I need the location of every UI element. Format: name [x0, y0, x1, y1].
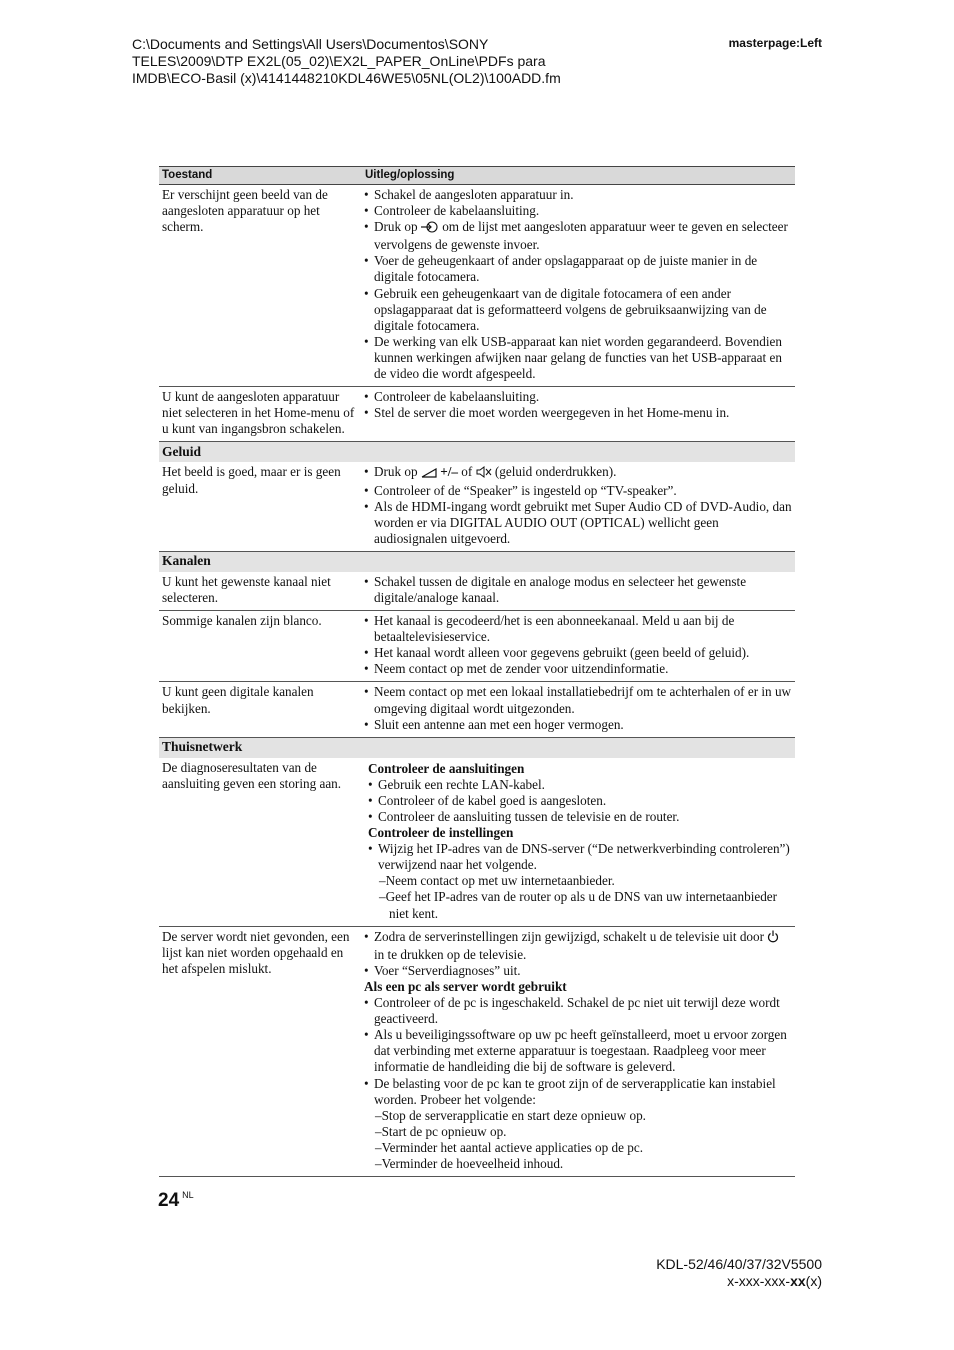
solution-cell — [361, 926, 795, 1176]
list-item: • Gebruik een geheugenkaart van de digitale fotocamera of een ander opslagapparaat dat is geformatteerd volgens de gebruiksaanwijzing van de digitale fotocamera. — [364, 286, 792, 334]
volume-icon — [421, 466, 437, 482]
list-item: • Controleer of de pc is ingeschakeld. Schakel de pc niet uit terwijl deze wordt geactiveerd. — [364, 995, 792, 1027]
table-row — [159, 682, 795, 737]
solution-cell — [361, 462, 795, 551]
solution-cell — [361, 185, 795, 387]
condition-cell: U kunt het gewenste kanaal niet selecteren. — [162, 573, 331, 605]
section-row-geluid — [159, 442, 795, 463]
list-item: • Schakel tussen de digitale en analoge modus en selecteer het gewenste digitale/analoge kanaal. — [364, 574, 792, 606]
list-item: • Voer “Serverdiagnoses” uit. — [364, 963, 792, 979]
file-path-header — [132, 36, 672, 87]
condition-cell: U kunt geen digitale kanalen bekijken. — [159, 682, 361, 737]
subheading: Als een pc als server wordt gebruikt — [364, 978, 567, 994]
list-item: • Zodra de serverinstellingen zijn gewijzigd, schakelt u de televisie uit door in te drukken op de televisie. — [364, 929, 792, 963]
document-code: x-xxx-xxx-xx(x) — [727, 1273, 822, 1289]
list-item: • Als de HDMI-ingang wordt gebruikt met Super Audio CD of DVD-Audio, dan worden er via DIGITAL AUDIO OUT (OPTICAL) wellicht geen audiosignalen uitgevoerd. — [364, 499, 792, 547]
section-row-kanalen — [159, 551, 795, 572]
list-item: • Druk op om de lijst met aangesloten apparatuur weer te geven en selecteer vervolgens de gewenste invoer. — [364, 219, 792, 253]
input-select-icon — [421, 221, 439, 237]
table-row — [159, 462, 795, 551]
list-item: • Gebruik een rechte LAN-kabel. — [368, 777, 792, 793]
solution-cell — [361, 611, 795, 682]
section-title: Kanalen — [159, 551, 795, 572]
footer — [600, 1256, 822, 1290]
table-row — [159, 758, 795, 926]
list-item: • Schakel de aangesloten apparatuur in. — [364, 187, 792, 203]
sub-item: –Verminder het aantal actieve applicaties op de pc. — [375, 1139, 644, 1155]
power-icon — [767, 930, 779, 947]
sub-item: –Stop de serverapplicatie en start deze opnieuw op. — [375, 1107, 646, 1123]
section-title: Geluid — [159, 442, 795, 463]
list-item: • Het kanaal is gecodeerd/het is een abonneekanaal. Meld u aan bij de betaaltelevisieservice. — [364, 613, 792, 645]
sub-item: –Start de pc opnieuw op. — [375, 1123, 507, 1139]
sub-item: –Neem contact op met uw internetaanbieder. — [379, 873, 615, 889]
condition-cell: De diagnoseresultaten van de aansluiting geven een storing aan. — [162, 759, 342, 791]
section-row-thuisnetwerk — [159, 737, 795, 758]
list-item: • Druk op +/– of (geluid onderdrukken). — [364, 464, 792, 482]
list-item: • Het kanaal wordt alleen voor gegevens gebruikt (geen beeld of geluid). — [364, 645, 792, 661]
solution-cell — [361, 572, 795, 611]
mute-icon — [476, 466, 492, 482]
list-item: • Controleer de kabelaansluiting. — [364, 203, 792, 219]
subheading: Controleer de aansluitingen — [368, 760, 525, 776]
condition-cell: Het beeld is goed, maar er is geen geluid. — [162, 464, 341, 496]
list-item: • Als u beveiligingssoftware op uw pc heeft geïnstalleerd, moet u ervoor zorgen dat verbinding met externe apparatuur is toegestaan. Raadpleeg voor meer informatie de handleiding die bij de software is geleverd. — [364, 1027, 792, 1075]
page-language: NL — [182, 1190, 194, 1200]
column-header-condition: Toestand — [159, 167, 361, 185]
path-line-3: IMDB\ECO-Basil (x)\4141448210KDL46WE5\05NL(OL2)\100ADD.fm — [132, 70, 561, 86]
sub-item: –Geef het IP-adres van de router op als u de DNS van uw internetaanbieder niet kent. — [379, 889, 778, 921]
condition-cell: U kunt de aangesloten apparatuur niet selecteren in het Home-menu of u kunt van ingangsbron schakelen. — [159, 387, 361, 442]
table-row — [159, 611, 795, 682]
list-item: • Controleer of de “Speaker” is ingesteld op “TV-speaker”. — [364, 483, 792, 499]
sub-item: –Verminder de hoeveelheid inhoud. — [375, 1155, 564, 1171]
list-item: • Stel de server die moet worden weergegeven in het Home-menu in. — [364, 405, 792, 421]
section-title: Thuisnetwerk — [159, 737, 795, 758]
table-header-row — [159, 167, 795, 185]
table-row — [159, 572, 795, 611]
column-header-solution: Uitleg/oplossing — [361, 167, 795, 185]
list-item: • Controleer de kabelaansluiting. — [364, 389, 792, 405]
list-item: • De werking van elk USB-apparaat kan niet worden gegarandeerd. Bovendien kunnen werkingen afwijken naar gelang de functies van het USB-apparaat en de video die wordt afgespeeld. — [364, 334, 792, 382]
path-line-1: C:\Documents and Settings\All Users\Documentos\SONY — [132, 36, 489, 52]
list-item: • Controleer of de kabel goed is aangesloten. — [368, 793, 792, 809]
list-item: • Neem contact op met een lokaal installatiebedrijf om te achterhalen of er in uw omgeving digitaal wordt uitgezonden. — [364, 684, 792, 716]
solution-cell — [361, 758, 795, 926]
list-item: • Voer de geheugenkaart of ander opslagapparaat op de juiste manier in de digitale fotocamera. — [364, 253, 792, 285]
list-item: • Wijzig het IP-adres van de DNS-server (“De netwerkverbinding controleren”) verwijzend naar het volgende. — [368, 841, 792, 873]
list-item: • Sluit een antenne aan met een hoger vermogen. — [364, 717, 792, 733]
masterpage-label: masterpage:Left — [728, 36, 822, 50]
table-row — [159, 387, 795, 442]
table-row — [159, 926, 795, 1176]
condition-cell: De server wordt niet gevonden, een lijst kan niet worden opgehaald en het afspelen mislukt. — [159, 926, 361, 1176]
list-item: • Neem contact op met de zender voor uitzendinformatie. — [364, 661, 792, 677]
model-number: KDL-52/46/40/37/32V5500 — [656, 1256, 822, 1272]
troubleshooting-table — [159, 166, 795, 1177]
subheading: Controleer de instellingen — [368, 825, 514, 841]
page-number: 24 $^{NL}$ — [158, 1190, 194, 1211]
solution-cell — [361, 387, 795, 442]
path-line-2: TELES\2009\DTP EX2L(05_02)\EX2L_PAPER_OnLine\PDFs para — [132, 53, 546, 69]
condition-cell: Er verschijnt geen beeld van de aangesloten apparatuur op het scherm. — [162, 187, 328, 235]
list-item: • Controleer de aansluiting tussen de televisie en de router. — [368, 809, 792, 825]
table-row — [159, 185, 795, 387]
condition-cell: Sommige kanalen zijn blanco. — [159, 611, 361, 682]
solution-cell — [361, 682, 795, 737]
list-item: • De belasting voor de pc kan te groot zijn of de serverapplicatie kan instabiel worden. Probeer het volgende: — [364, 1076, 792, 1108]
